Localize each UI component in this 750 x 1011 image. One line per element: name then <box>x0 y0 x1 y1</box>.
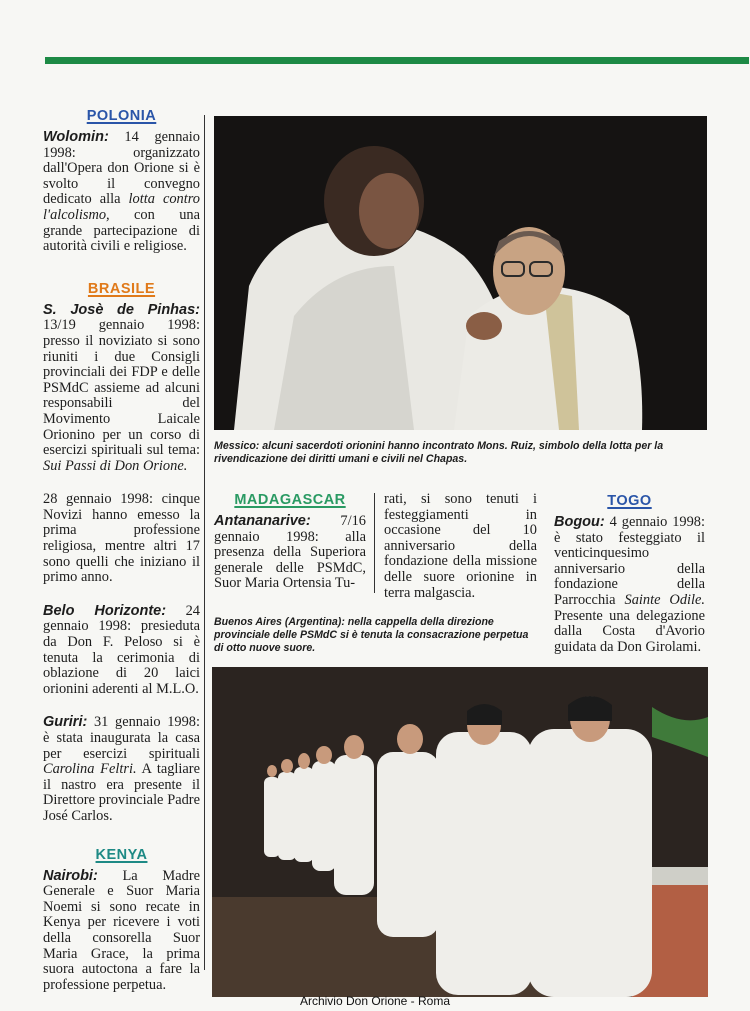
section-heading-togo: TOGO <box>607 493 652 509</box>
column-togo <box>554 493 705 673</box>
photo-buenos-aires <box>212 667 708 997</box>
caption-buenos-aires: Buenos Aires (Argentina): nella cappella della direzione provinciale delle PSMdC si è tenuta la consacrazione perpetua di otto nuove suore. <box>214 616 529 654</box>
section-heading-kenya: KENYA <box>95 846 148 863</box>
paragraph-bogou: Bogou: 4 gennaio 1998: è stato festeggiato il venticinquesimo anniversario della fondazione della Parrocchia Sainte Odile. Presente una delegazione dalla Costa d'Avorio guidata da Don Girolami. <box>554 514 706 655</box>
column-divider-mid <box>374 493 375 593</box>
place-antananarive: Antananarive: <box>214 513 311 529</box>
place-nairobi: Nairobi: <box>43 867 98 884</box>
place-guriri: Guriri: <box>43 714 88 731</box>
paragraph-antananarive: Antananarive: 7/16 gennaio 1998: alla presenza della Superiora generale delle PSMdC, Suor Maria Ortensia Tu- <box>214 513 366 592</box>
paragraph-guriri: Guriri: 31 gennaio 1998: è stata inaugurata la casa per esercizi spirituali Carolina Feltri. A tagliare il nastro era presente il Direttore provinciale Padre José Carlos. <box>43 714 200 824</box>
section-heading-madagascar: MADAGASCAR <box>234 492 346 508</box>
paragraph-madagascar-continuation: rati, si sono tenuti i festeggiamenti in occasione del 10 anniversario della fondazione della missione delle suore orionine in terra malgascia. <box>384 491 537 601</box>
caption-messico: Messico: alcuni sacerdoti orionini hanno incontrato Mons. Ruiz, simbolo della lotta per la rivendicazione dei diritti umani e civili nel Chapas. <box>214 440 664 465</box>
archive-footer: Archivio Don Orione - Roma <box>299 994 451 1008</box>
paragraph-belo-horizonte: Belo Horizonte: 24 gennaio 1998: presieduta da Don F. Peloso si è tenuta la cerimonia di oblazione di 20 laici orionini aderenti al M.L.O. <box>43 602 200 697</box>
photo-messico-illustration <box>214 116 707 430</box>
place-wolomin: Wolomin: <box>43 129 109 145</box>
section-heading-brasile: BRASILE <box>87 280 156 297</box>
paragraph-novizi: 28 gennaio 1998: cinque Novizi hanno emesso la prima professione religiosa, mentre altri 17 sono quelli che iniziano il primo anno. <box>43 491 200 586</box>
photo-buenos-aires-illustration <box>212 667 708 997</box>
photo-messico <box>214 116 707 430</box>
place-bogou: Bogou: <box>554 514 605 530</box>
column-madagascar <box>214 492 366 610</box>
top-green-rule <box>45 57 749 64</box>
paragraph-sao-jose: S. Josè de Pinhas: 13/19 gennaio 1998: presso il noviziato si sono riuniti i due Consigli provinciali dei FDP e delle PSMdC assieme ad alcuni responsabili del Movimento Laicale Orionino per un corso di esercizi spirituali sul tema: Sui Passi di Don Orione. <box>43 301 200 474</box>
place-sao-jose: S. Josè de Pinhas: <box>43 301 200 318</box>
column-madagascar-continued <box>384 492 537 619</box>
column-divider <box>204 115 205 970</box>
place-belo-horizonte: Belo Horizonte: <box>43 602 167 619</box>
section-heading-polonia: POLONIA <box>86 108 157 124</box>
left-column <box>43 108 200 1011</box>
paragraph-wolomin: Wolomin: 14 gennaio 1998: organizzato dall'Opera don Orione si è svolto il convegno dedicato alla lotta contro l'alcolismo, con una grande partecipazione di autorità civili e religiose. <box>43 129 200 255</box>
paragraph-nairobi: Nairobi: La Madre Generale e Suor Maria Noemi si sono recate in Kenya per ricevere i voti della consorella Suor Maria Grace, la prima suora autoctona a fare la professione perpetua. <box>43 867 200 993</box>
